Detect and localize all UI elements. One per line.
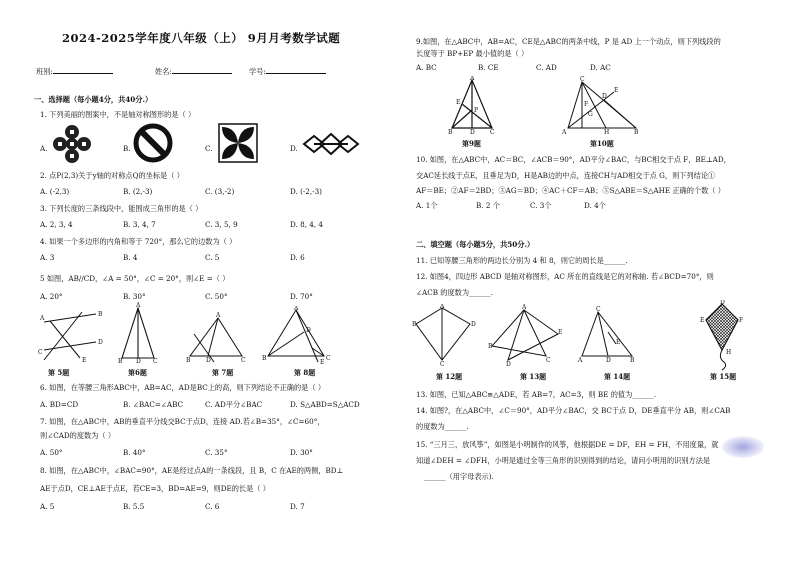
figure-q7	[186, 312, 246, 364]
q14-line1: 14. 如图?，在△ABC中，∠C＝90°，AD平分∠BAC，交 BC于点 D，DE垂直平分 AB，则∠CAB	[416, 406, 731, 415]
svg-text:D: D	[602, 93, 607, 100]
q8-opt-d: D. 7	[290, 502, 305, 511]
q6-opt-d: D. S△ABD=S△ACD	[290, 400, 360, 409]
q15-line3: ______（用字母表示).	[424, 472, 494, 481]
q4-opt-d: D. 6	[290, 253, 305, 262]
svg-text:A: A	[216, 312, 221, 319]
q4-text: 4. 如果一个多边形的内角和等于 720°，那么它的边数为（ ）	[40, 237, 237, 246]
q8-line2: AE于点D，CE⊥AE于点E，若CE=3，BD=AE=9，则DE的长是（ ）	[40, 484, 270, 493]
svg-text:E: E	[616, 339, 621, 346]
q6-opt-b: B. ∠BAC=∠ABC	[123, 400, 183, 409]
q11-text: 11. 已知等腰三角形的两边长分别为 4 和 8，则它的周长是______.	[416, 256, 628, 265]
q7-line1: 7. 如图，在△ABC中，AB的垂直平分线交BC于点D，连接 AD.若∠B=35°，∠C=60°，	[40, 417, 325, 426]
svg-text:B: B	[488, 343, 493, 350]
id-label: 学号:	[249, 67, 326, 76]
q8-opt-c: C. 6	[205, 502, 220, 511]
q5-opt-b: B. 30°	[123, 292, 146, 301]
svg-text:C: C	[596, 306, 601, 313]
q3-opt-b: B. 3, 4, 7	[123, 220, 156, 229]
q1-text: 1. 下列美丽的图案中，不是轴对称图形的是（ ）	[40, 110, 196, 119]
q14-line2: 的度数为______.	[416, 422, 469, 431]
svg-text:F: F	[584, 101, 589, 108]
caption-q15: 第 15题	[710, 372, 737, 381]
svg-text:E: E	[456, 99, 461, 106]
q12-line2: ∠ACB 的度数为______.	[416, 288, 493, 297]
class-label: 班别:	[36, 67, 113, 76]
q2-opt-c: C. (3,-2)	[205, 187, 235, 196]
caption-q7: 第 7题	[212, 368, 234, 377]
svg-text:A: A	[440, 304, 445, 310]
q5-opt-a: A. 20°	[40, 292, 63, 301]
svg-text:A: A	[136, 302, 141, 309]
svg-text:C: C	[546, 357, 551, 364]
figure-q9	[448, 76, 496, 134]
svg-text:B: B	[448, 129, 453, 134]
svg-text:D: D	[136, 358, 141, 364]
svg-text:B: B	[634, 129, 639, 134]
section-fill-heading: 二、填空题（每小题5分，共50分.）	[416, 240, 535, 249]
q1-opt-a: A.	[40, 144, 48, 153]
figure-q8	[262, 306, 334, 364]
q7-opt-b: B. 40°	[123, 448, 146, 457]
svg-text:C: C	[580, 76, 585, 83]
svg-text:C: C	[440, 361, 445, 366]
svg-text:E: E	[614, 87, 619, 94]
svg-text:B: B	[262, 355, 267, 362]
coin-chain-pattern-icon	[52, 124, 92, 164]
q10-opt-a: A. 1个	[416, 201, 438, 210]
q15-line2: 知道∠DEH = ∠DFH，小明是通过全等三角形的识别得到的结论，请问小明用的识别方法是	[416, 456, 711, 465]
q3-opt-a: A. 2, 3, 4	[40, 220, 73, 229]
q7-opt-c: C. 35°	[205, 448, 228, 457]
svg-text:C: C	[326, 355, 331, 362]
caption-q10: 第10题	[590, 139, 614, 148]
q10-line3: AF＝BE；②AF＝2BD；③AG＝BD；④AC＋CF＝AB；⑤S△ABE＝S△AHE 正确的个数（ ）	[416, 186, 725, 195]
q10-opt-b: B. 2 个	[476, 201, 500, 210]
q9-line2: 长度等于 BP+EP 最小值的是（ ）	[416, 49, 529, 58]
svg-text:B: B	[98, 311, 103, 318]
caption-q13: 第 13题	[520, 372, 547, 381]
name-label: 姓名:	[155, 67, 232, 76]
svg-text:A: A	[40, 315, 45, 322]
q5-opt-c: C. 50°	[205, 292, 228, 301]
q8-opt-b: B. 5.5	[123, 502, 145, 511]
q10-opt-c: C. 3个	[530, 201, 552, 210]
q2-opt-a: A. (-2,3)	[40, 187, 70, 196]
section-choice-heading: 一、选择题（每小题4分，共40分.）	[34, 95, 153, 104]
q5-text: 5 如图，AB//CD，∠A = 50°，∠C = 20°，则∠E =（ ）	[40, 274, 230, 283]
page-title: 2024-2025学年度八年级（上） 9月月考数学试题	[62, 31, 341, 45]
caption-q9: 第9题	[462, 139, 481, 148]
q15-line1: 15. “三月三，放风筝”，如图是小明制作的风筝，他根据DE = DF，EH = FH，不用度量，就	[416, 440, 719, 449]
svg-text:D: D	[606, 357, 611, 364]
q12-line1: 12. 如图4，四边形 ABCD 是轴对称图形，AC 所在的直线是它的对称轴. 若∠BCD=70°，则	[416, 272, 714, 281]
svg-text:D: D	[471, 321, 476, 328]
svg-text:A: A	[522, 304, 527, 311]
svg-text:H: H	[726, 349, 732, 356]
svg-text:A: A	[578, 357, 583, 364]
q1-opt-c: C.	[205, 144, 213, 153]
q4-opt-c: C. 5	[205, 253, 220, 262]
svg-text:D: D	[306, 327, 311, 334]
q9-line1: 9.如图，在△ABC中，AB=AC，CE是△ABC的两条中线，P 是 AD 上一个动点，则下列线段的	[416, 37, 721, 46]
q6-opt-a: A. BD=CD	[40, 400, 79, 409]
svg-text:D: D	[98, 339, 103, 346]
q10-opt-d: D. 4个	[584, 201, 606, 210]
chinese-knot-pattern-icon	[300, 128, 362, 160]
svg-text:F: F	[739, 317, 744, 324]
figure-q14	[578, 304, 638, 366]
svg-text:A: A	[562, 129, 567, 134]
figure-q15-kite	[700, 300, 746, 372]
prohibition-circle-icon	[133, 122, 173, 164]
svg-text:D: D	[470, 129, 475, 134]
q13-text: 13. 如图，已知△ABC≌△ADE，若 AB=7，AC=3，则 BE 的值为______.	[416, 390, 657, 399]
q9-opt-b: B. CE	[478, 63, 499, 72]
q6-opt-c: C. AD平分∠BAC	[205, 400, 263, 409]
svg-text:D: D	[720, 300, 725, 306]
svg-text:C: C	[153, 358, 158, 364]
q7-opt-a: A. 50°	[40, 448, 63, 457]
svg-text:D: D	[506, 361, 511, 366]
svg-text:E: E	[320, 359, 325, 364]
q3-opt-d: D. 8, 4, 4	[290, 220, 323, 229]
q7-opt-d: D. 30°	[290, 448, 313, 457]
svg-text:C: C	[490, 129, 495, 134]
svg-text:B: B	[412, 321, 417, 328]
svg-text:E: E	[82, 357, 87, 364]
svg-text:C: C	[38, 349, 43, 356]
q8-line1: 8. 如图，在△ABC中，∠BAC=90°，AE是经过点A的一条线段，且 B，C 在AE的两侧，BD⊥	[40, 466, 344, 475]
q9-opt-a: A. BC	[416, 63, 437, 72]
q10-line1: 10. 如图，在△ABC中，AC＝BC，∠ACB＝90°，AD平分∠BAC，与BC相交于点 F，BE⊥AD，	[416, 155, 731, 164]
svg-text:A: A	[294, 306, 299, 312]
caption-q6: 第6题	[128, 368, 147, 377]
caption-q12: 第 12题	[436, 372, 463, 381]
q9-opt-c: C. AD	[536, 63, 557, 72]
q10-line2: 交AC延长线于点E，且垂足为D，H是AB边的中点，连接CH与AD相交于点 G，则下列结论①	[416, 171, 716, 180]
svg-text:B: B	[118, 358, 123, 364]
svg-text:C: C	[241, 357, 246, 364]
q4-opt-b: B. 4	[123, 253, 138, 262]
q4-opt-a: A. 3	[40, 253, 55, 262]
caption-q5: 第 5题	[48, 368, 70, 377]
svg-text:E: E	[700, 317, 705, 324]
q2-text: 2. 点P(2,3)关于y轴的对称点Q的坐标是（ ）	[40, 171, 184, 180]
q6-text: 6. 如图，在等腰三角形ABC中，AB=AC，AD是BC上的高，则下列结论不正确的是（ ）	[40, 383, 326, 392]
svg-text:G: G	[588, 111, 593, 118]
figure-q10	[562, 76, 642, 134]
q9-opt-d: D. AC	[590, 63, 611, 72]
q3-opt-c: C. 3, 5, 9	[205, 220, 238, 229]
q8-opt-a: A. 5	[40, 502, 55, 511]
q1-opt-b: B.	[123, 144, 131, 153]
q5-opt-d: D. 70°	[290, 292, 313, 301]
svg-text:B: B	[186, 357, 191, 364]
q1-opt-d: D.	[290, 144, 298, 153]
q7-line2: 则∠CAD的度数为（ ）	[40, 431, 116, 440]
figure-q6	[118, 302, 158, 364]
ink-stamp-mark	[722, 436, 764, 458]
svg-text:E: E	[558, 329, 563, 336]
svg-text:H: H	[604, 129, 610, 134]
figure-q12	[412, 304, 476, 366]
four-petal-pattern-icon	[218, 123, 258, 163]
svg-text:A: A	[470, 76, 475, 82]
figure-q13	[488, 304, 564, 366]
svg-text:B: B	[630, 357, 635, 364]
figure-q5	[36, 306, 104, 366]
svg-text:D: D	[206, 357, 211, 364]
q2-opt-b: B. (2,-3)	[123, 187, 153, 196]
svg-text:P: P	[474, 107, 479, 114]
q3-text: 3. 下列长度的三条线段中，能围成三角形的是（ ）	[40, 204, 203, 213]
caption-q8: 第 8题	[294, 368, 316, 377]
q2-opt-d: D. (-2,-3)	[290, 187, 322, 196]
caption-q14: 第 14题	[604, 372, 631, 381]
